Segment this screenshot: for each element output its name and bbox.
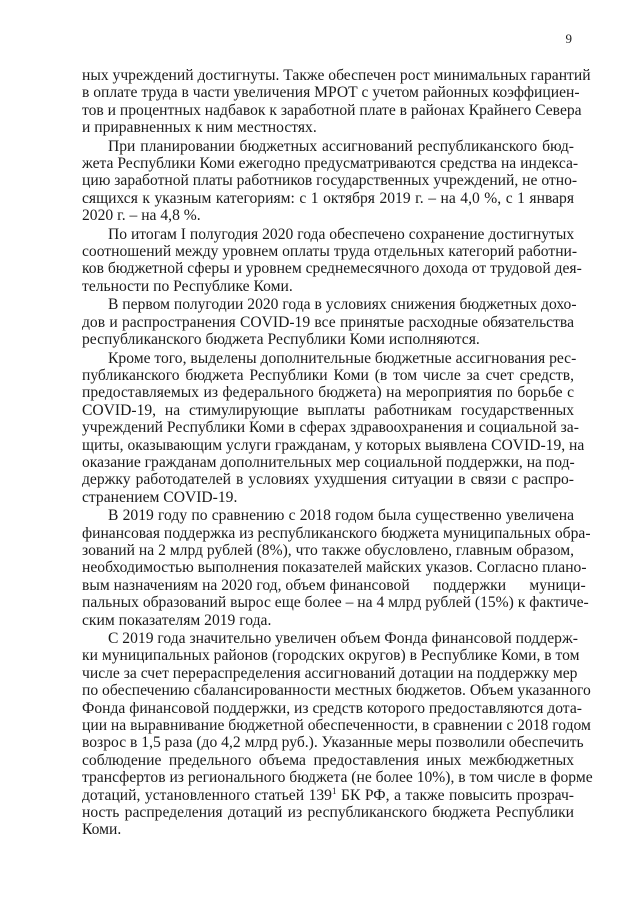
text-line: ков бюджетной сферы и уровнем среднемесячного дохода от трудовой дея- <box>82 260 582 278</box>
text-line-with-footnote <box>82 787 574 804</box>
text-segment: дотаций, установленного статьей 139 <box>82 786 332 804</box>
text-line: Кроме того, выделены дополнительные бюджетные ассигнования рес- <box>108 349 577 367</box>
paragraph <box>82 507 591 629</box>
text-line: держку работодателей в условиях ухудшения ситуации в связи с распро- <box>82 471 574 489</box>
paragraph <box>82 349 585 507</box>
text-line: возрос в 1,5 раза (до 4,2 млрд руб.). Указанные меры позволили обеспечить <box>82 734 584 752</box>
text-line: по обеспечению сбалансированности местных бюджетов. Объем указанного <box>82 682 591 700</box>
text-line: трансфертов из регионального бюджета (не более 10%), в том числе в форме <box>82 769 593 787</box>
text-line: вым назначениям на 2020 год, объем финансовой поддержки муници- <box>82 576 586 594</box>
text-line: Коми. <box>82 821 122 839</box>
body-text <box>82 67 593 839</box>
text-segment: БК РФ, а также повысить прозрач- <box>336 786 574 804</box>
text-line: COVID-19, на стимулирующие выплаты работникам государственных <box>82 401 574 419</box>
text-line: По итогам I полугодия 2020 года обеспечено сохранение достигнутых <box>108 225 575 243</box>
text-line: ность распределения дотаций из республиканского бюджета Республики <box>82 804 574 822</box>
text-line: предоставляемых из федерального бюджета) на мероприятия по борьбе с <box>82 384 574 402</box>
text-line: С 2019 года значительно увеличен объем Фонда финансовой поддерж- <box>108 630 578 647</box>
text-line: Фонда финансовой поддержки, из средств которого предоставляются дота- <box>82 699 582 717</box>
text-line: и приравненных к ним местностях. <box>82 119 317 137</box>
page-number: 9 <box>565 31 572 46</box>
text-line: республиканского бюджета Республики Коми исполняются. <box>82 331 480 349</box>
text-line: числе за счет перераспределения ассигнований дотации на поддержку мер <box>82 664 578 682</box>
text-line: необходимостью выполнения показателей майских указов. Согласно плано- <box>82 559 587 577</box>
paragraph <box>82 225 582 296</box>
text-line: сящихся к указным категориям: с 1 октября 2019 г. – на 4,0 %, с 1 января <box>82 189 574 207</box>
text-line: При планировании бюджетных ассигнований республиканского бюд- <box>108 137 574 155</box>
text-line: зований на 2 млрд рублей (8%), что также обусловлено, главным образом, <box>82 541 574 559</box>
text-line: щиты, оказывающим услуги гражданам, у которых выявлена COVID-19, на <box>82 436 585 454</box>
text-line: дов и распространения COVID-19 все принятые расходные обязательства <box>82 313 574 331</box>
text-line: тов и процентных надбавок к заработной плате в районах Крайнего Севера <box>82 101 582 119</box>
text-line: 2020 г. – на 4,8 %. <box>82 207 201 225</box>
text-line: странением COVID-19. <box>82 488 238 506</box>
paragraph <box>82 296 577 349</box>
text-line: в оплате труда в части увеличения МРОТ с учетом районных коэффициен- <box>82 84 580 102</box>
text-line: ных учреждений достигнуты. Также обеспечен рост минимальных гарантий <box>82 67 591 84</box>
text-line: В 2019 году по сравнению с 2018 годом была существенно увеличена <box>108 507 574 525</box>
paragraph <box>82 630 593 839</box>
text-line: оказание гражданам дополнительных мер социальной поддержки, на под- <box>82 453 575 471</box>
text-line: учреждений Республики Коми в сферах здравоохранения и социальной за- <box>82 419 579 437</box>
text-line: публиканского бюджета Республики Коми (в том числе за счет средств, <box>82 366 574 384</box>
footnote-mark: 1 <box>331 785 337 796</box>
text-line: ским показателям 2019 года. <box>82 611 272 629</box>
text-line: пальных образований вырос еще более – на 4 млрд рублей (15%) к фактиче- <box>82 594 589 612</box>
text-line: тельности по Республике Коми. <box>82 277 293 295</box>
text-line: жета Республики Коми ежегодно предусматриваются средства на индекса- <box>82 155 579 173</box>
text-line: ции на выравнивание бюджетной обеспеченности, в сравнении с 2018 годом <box>82 717 591 735</box>
text-line: соблюдение предельного объема предоставления иных межбюджетных <box>82 751 574 769</box>
text-line: цию заработной платы работников государственных учреждений, не отно- <box>82 172 578 190</box>
text-line: ки муниципальных районов (городских округов) в Республике Коми, в том <box>82 647 580 665</box>
text-line: соотношений между уровнем оплаты труда отдельных категорий работни- <box>82 243 578 261</box>
text-line: В первом полугодии 2020 года в условиях снижения бюджетных дохо- <box>108 296 577 314</box>
paragraph <box>82 67 591 137</box>
text-line: финансовая поддержка из республиканского бюджета муниципальных обра- <box>82 524 591 542</box>
paragraph <box>82 137 579 225</box>
